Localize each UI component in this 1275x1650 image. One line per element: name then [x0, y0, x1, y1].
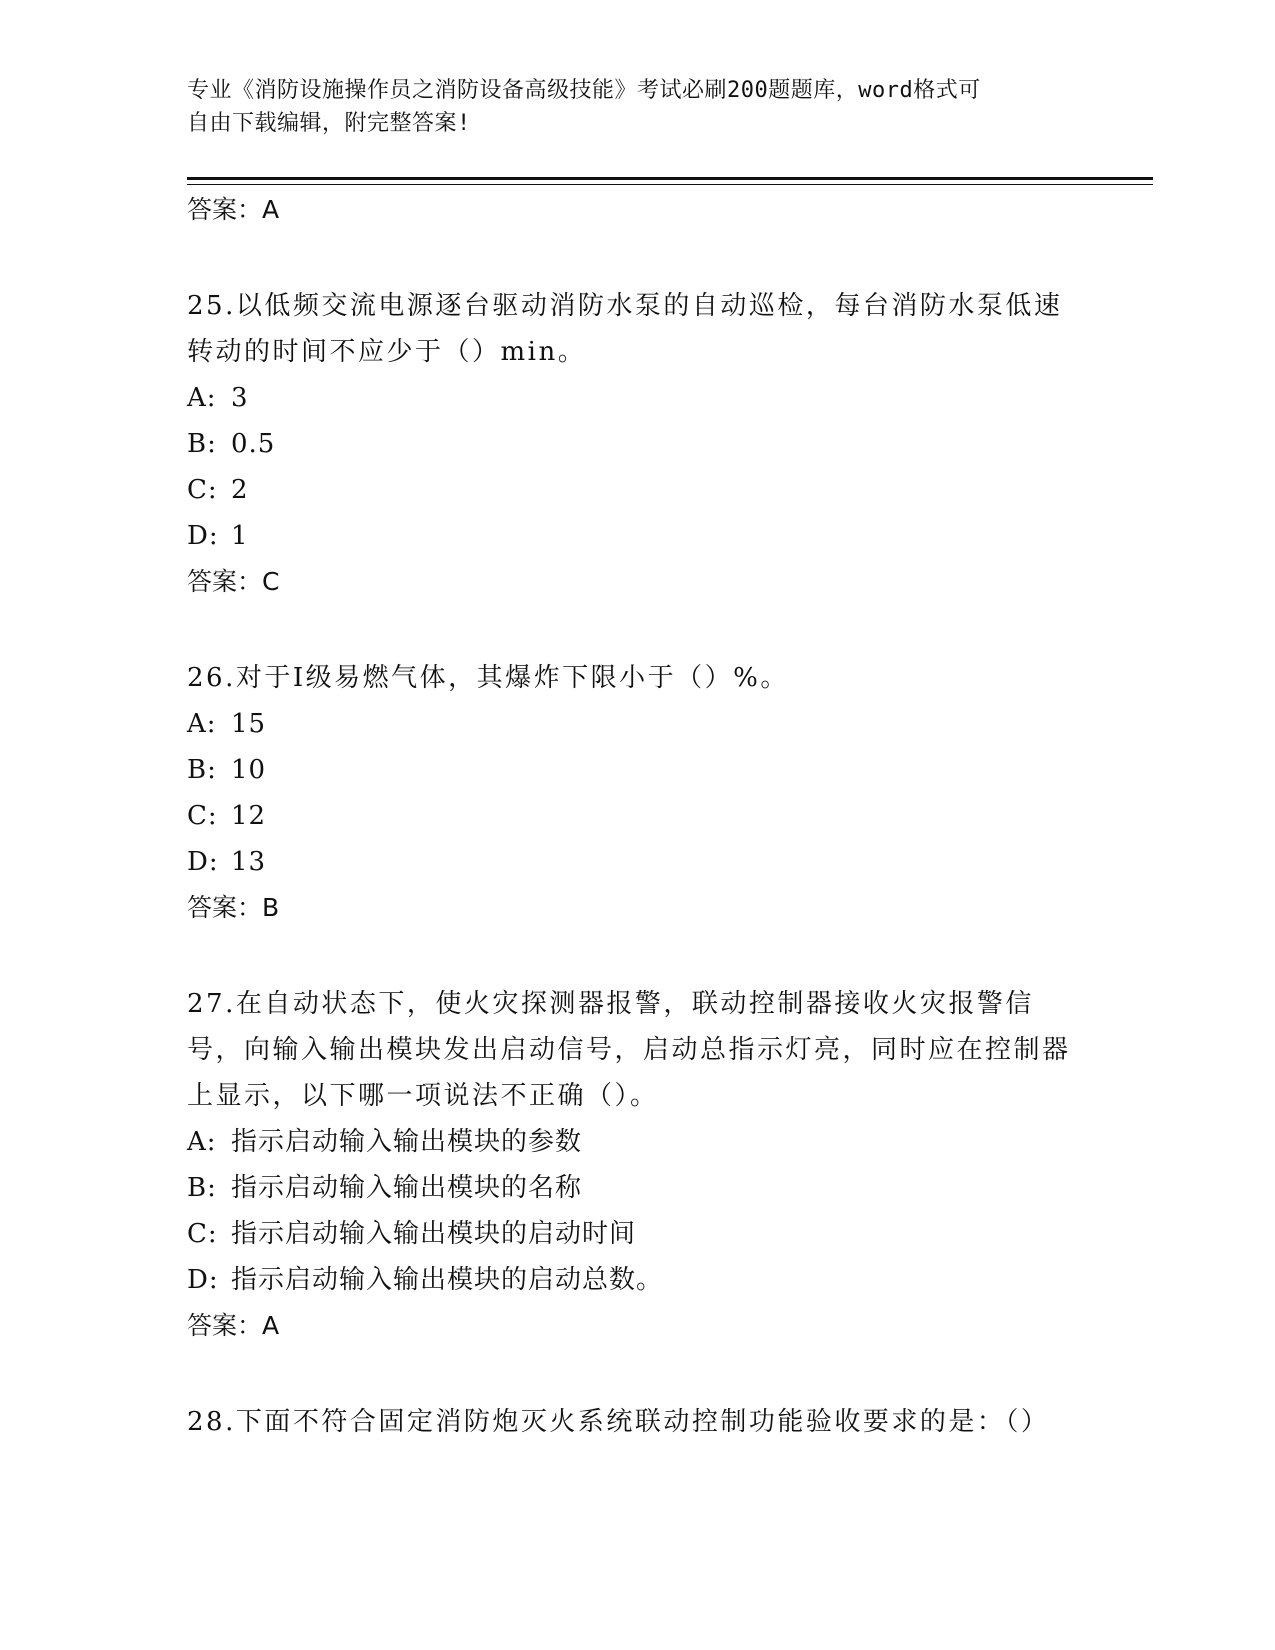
option-item: [187, 747, 1087, 793]
option-text: 指示启动输入输出模块的启动时间: [231, 1219, 637, 1249]
header-line-2: 自由下载编辑，附完整答案!: [187, 111, 471, 136]
header-line-1: 专业《消防设施操作员之消防设备高级技能》考试必刷200题题库，word格式可: [187, 78, 981, 103]
answer-value: A: [262, 195, 280, 224]
answer-label: 答案：: [187, 195, 263, 224]
answer-label: 答案：: [187, 1311, 263, 1340]
option-key: A:: [187, 383, 217, 413]
option-key: B:: [187, 1173, 217, 1203]
option-key: D:: [187, 1265, 219, 1295]
option-text: 0.5: [231, 429, 276, 459]
option-item: [187, 839, 1087, 885]
option-text: 1: [231, 521, 249, 551]
question-block: [187, 1399, 1087, 1445]
option-item: [187, 1257, 1087, 1303]
answer-line: [187, 559, 1087, 605]
option-text: 13: [231, 847, 267, 877]
answer-line: [187, 885, 1087, 931]
option-key: B:: [187, 429, 217, 459]
question-text: 28.下面不符合固定消防炮灭火系统联动控制功能验收要求的是：（）: [187, 1407, 1050, 1437]
question-block: [187, 283, 1087, 605]
option-text: 2: [231, 475, 249, 505]
answer-value: C: [262, 567, 280, 596]
option-item: [187, 513, 1087, 559]
option-item: [187, 1211, 1087, 1257]
option-key: C:: [187, 475, 218, 505]
document-header: [187, 74, 1067, 140]
option-key: D:: [187, 847, 219, 877]
answer-label: 答案：: [187, 893, 263, 922]
option-item: [187, 421, 1087, 467]
option-item: [187, 375, 1087, 421]
option-text: 指示启动输入输出模块的名称: [231, 1173, 583, 1203]
option-key: B:: [187, 755, 217, 785]
answer-label: 答案：: [187, 567, 263, 596]
option-text: 12: [231, 801, 267, 831]
header-divider-thin: [187, 184, 1153, 185]
option-key: C:: [187, 801, 218, 831]
option-item: [187, 701, 1087, 747]
option-key: A:: [187, 709, 217, 739]
option-text: 15: [231, 709, 267, 739]
option-text: 指示启动输入输出模块的参数: [231, 1127, 583, 1157]
option-text: 指示启动输入输出模块的启动总数。: [231, 1265, 664, 1295]
document-body: [187, 187, 1087, 1445]
question-block: [187, 981, 1087, 1349]
answer-line: [187, 187, 1087, 233]
answer-line: [187, 1303, 1087, 1349]
answer-value: A: [262, 1311, 280, 1340]
answer-value: B: [262, 893, 280, 922]
option-item: [187, 1165, 1087, 1211]
option-item: [187, 467, 1087, 513]
option-text: 3: [231, 383, 249, 413]
option-text: 10: [231, 755, 267, 785]
option-key: C:: [187, 1219, 218, 1249]
option-item: [187, 793, 1087, 839]
option-key: A:: [187, 1127, 217, 1157]
question-text: 26.对于Ⅰ级易燃气体，其爆炸下限小于（）%。: [187, 663, 789, 693]
question-block: [187, 655, 1087, 931]
header-divider-thick: [187, 177, 1153, 180]
option-item: [187, 1119, 1087, 1165]
question-text: 25.以低频交流电源逐台驱动消防水泵的自动巡检，每台消防水泵低速转动的时间不应少于（）min。: [187, 291, 1063, 367]
option-key: D:: [187, 521, 219, 551]
question-text: 27.在自动状态下，使火灾探测器报警，联动控制器接收火灾报警信号，向输入输出模块发出启动信号，启动总指示灯亮，同时应在控制器上显示，以下哪一项说法不正确（）。: [187, 989, 1071, 1111]
